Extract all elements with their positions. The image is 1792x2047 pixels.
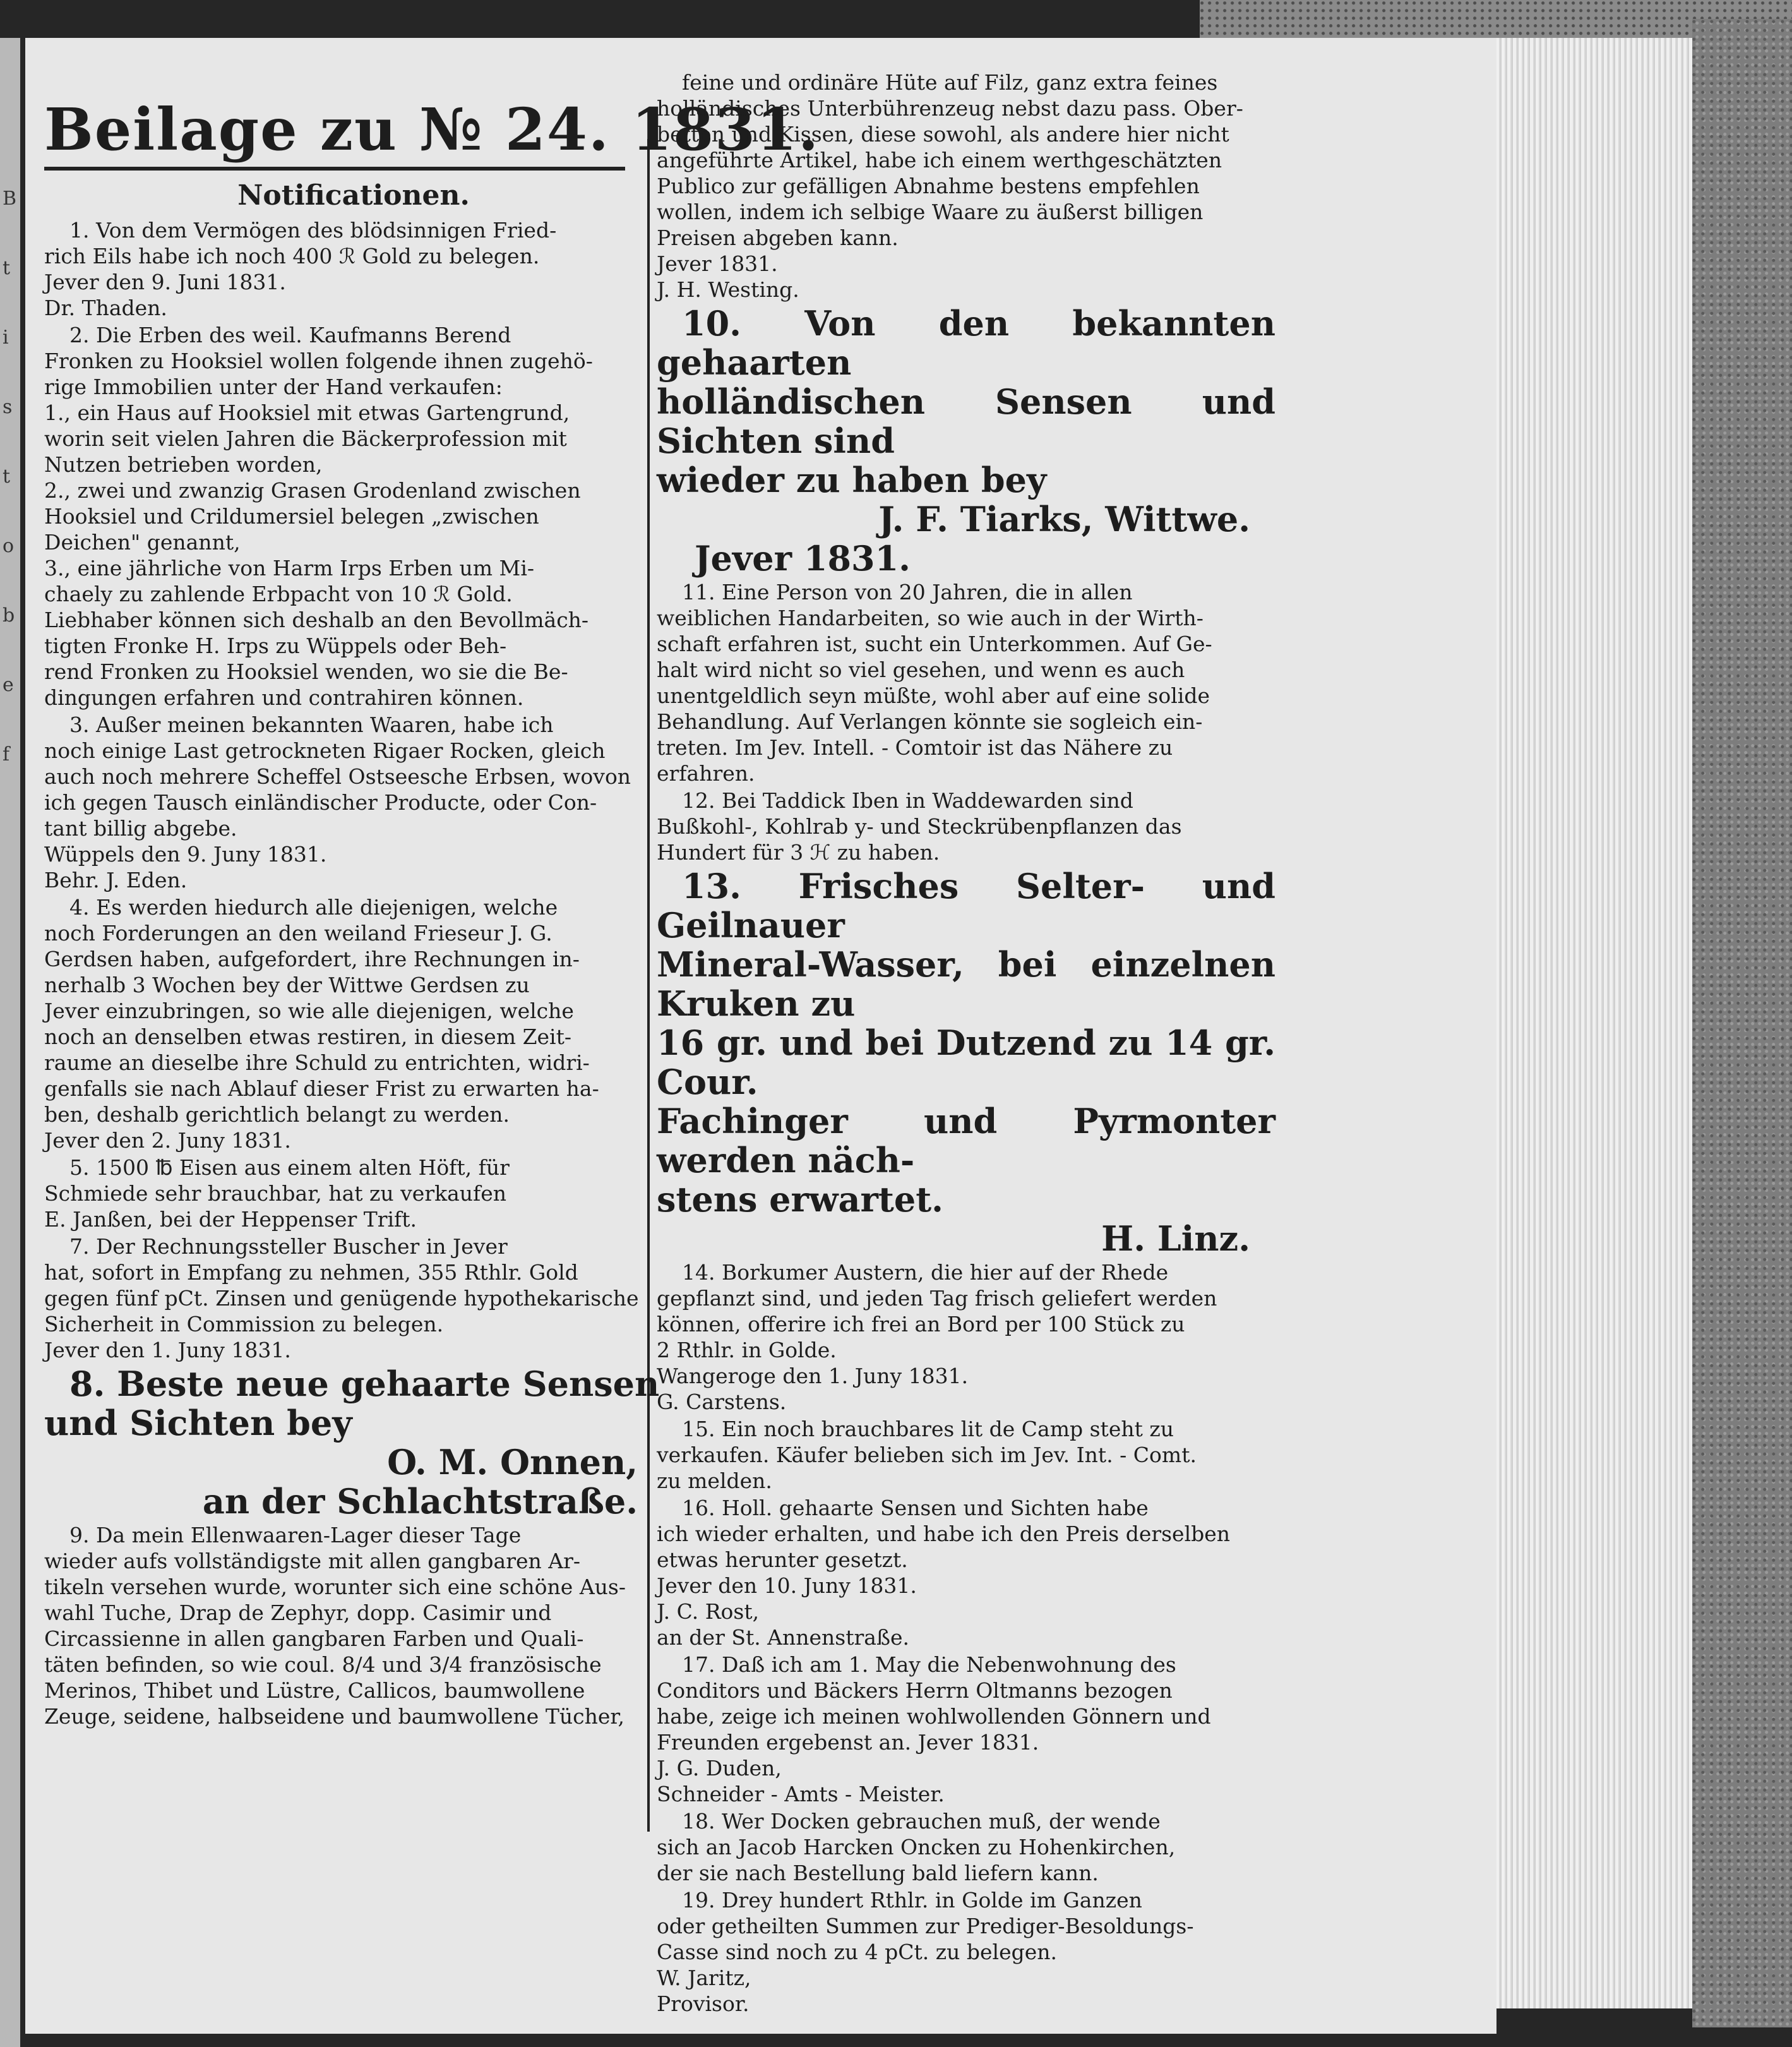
notice-line: angeführte Artikel, habe ich einem werthgeschätzten	[657, 148, 1222, 172]
notice-line: Dr. Thaden.	[44, 296, 167, 320]
notice-line: halt wird nicht so viel gesehen, und wenn es auch	[657, 657, 1185, 682]
page-stack-edge	[1478, 38, 1692, 2008]
notice-line: J. H. Westing.	[657, 277, 799, 302]
notice-line: genfalls sie nach Ablauf dieser Frist zu erwarten ha-	[44, 1076, 599, 1101]
notice-line: Hooksiel und Crildumersiel belegen „zwischen	[44, 504, 539, 529]
notice-line: 2. Die Erben des weil. Kaufmanns Berend	[69, 323, 511, 347]
notice-8-address: an der Schlachtstraße.	[202, 1481, 638, 1522]
notice-line: 15. Ein noch brauchbares lit de Camp steht zu	[682, 1417, 1174, 1441]
masthead-title: Beilage zu № 24. 1831.	[44, 95, 820, 164]
notice-line: gegen fünf pCt. Zinsen und genügende hypothekarische	[44, 1286, 639, 1311]
notice-8-line: 8. Beste neue gehaarte Sensen	[69, 1364, 660, 1404]
notice-17	[657, 1652, 1275, 1807]
notice-line: schaft erfahren ist, sucht ein Unterkommen. Auf Ge-	[657, 632, 1212, 656]
notice-line: Fronken zu Hooksiel wollen folgende ihnen zugehö-	[44, 349, 593, 373]
notice-line: Wangeroge den 1. Juny 1831.	[657, 1364, 969, 1388]
notice-3	[44, 712, 663, 893]
notice-line: noch Forderungen an den weiland Frieseur J. G.	[44, 921, 553, 945]
notice-line: worin seit vielen Jahren die Bäckerprofession mit	[44, 426, 567, 451]
notice-line: wieder aufs vollständigste mit allen gangbaren Ar-	[44, 1549, 581, 1573]
notice-19	[657, 1887, 1275, 2017]
notice-1	[44, 217, 663, 321]
notice-10-signature: J. F. Tiarks, Wittwe.	[878, 499, 1250, 539]
notice-line: Deichen" genannt,	[44, 530, 241, 555]
notice-line: dingungen erfahren und contrahiren können.	[44, 685, 524, 710]
notice-line: Nutzen betrieben worden,	[44, 452, 323, 477]
notice-line: rich Eils habe ich noch 400 ℛ Gold zu belegen.	[44, 244, 540, 268]
notice-line: Schmiede sehr brauchbar, hat zu verkaufen	[44, 1181, 507, 1206]
notice-line: Schneider - Amts - Meister.	[657, 1782, 945, 1806]
notice-13-line: Mineral-Wasser, bei einzelnen Kruken zu	[657, 944, 1275, 1024]
notice-line: J. G. Duden,	[657, 1756, 782, 1780]
notice-line: tikeln versehen wurde, worunter sich eine schöne Aus-	[44, 1575, 626, 1599]
notice-line: Preisen abgeben kann.	[657, 225, 899, 250]
notice-line: G. Carstens.	[657, 1390, 787, 1414]
right-notices-bottom	[657, 1259, 1275, 2017]
section-title: Notificationen.	[237, 179, 470, 212]
notice-line: habe, zeige ich meinen wohlwollenden Gönnern und	[657, 1704, 1211, 1729]
notice-line: 3. Außer meinen bekannten Waaren, habe ich	[69, 712, 554, 737]
notice-11	[657, 579, 1275, 786]
notice-line: sich an Jacob Harcken Oncken zu Hohenkirchen,	[657, 1835, 1176, 1859]
notice-line: Gerdsen haben, aufgefordert, ihre Rechnungen in-	[44, 947, 580, 971]
notice-line: Bußkohl-, Kohlrab y- und Steckrübenpflanzen das	[657, 814, 1182, 839]
notice-line: Freunden ergebenst an. Jever 1831.	[657, 1730, 1039, 1755]
notice-line: rend Fronken zu Hooksiel wenden, wo sie die Be-	[44, 659, 568, 684]
notice-line: 18. Wer Docken gebrauchen muß, der wende	[682, 1809, 1161, 1834]
notice-line: 7. Der Rechnungssteller Buscher in Jever	[69, 1234, 508, 1259]
notice-12	[657, 788, 1275, 865]
notice-line: weiblichen Handarbeiten, so wie auch in der Wirth-	[657, 606, 1204, 630]
notice-line: Jever den 1. Juny 1831.	[44, 1338, 291, 1362]
notice-line: wollen, indem ich selbige Waare zu äußerst billigen	[657, 200, 1204, 224]
notice-line: raume an dieselbe ihre Schuld zu entrichten, widri-	[44, 1050, 590, 1075]
notice-line: 19. Drey hundert Rthlr. in Golde im Ganzen	[682, 1888, 1142, 1912]
notice-line: gepflanzt sind, und jeden Tag frisch geliefert werden	[657, 1286, 1217, 1311]
notice-line: Merinos, Thibet und Lüstre, Callicos, baumwollene	[44, 1678, 585, 1703]
notice-10-line: wieder zu haben bey	[657, 460, 1047, 500]
notice-line: holländisches Unterbührenzeug nebst dazu pass. Ober-	[657, 96, 1243, 121]
notice-line: auch noch mehrere Scheffel Ostseesche Erbsen, wovon	[44, 764, 631, 789]
notice-2	[44, 322, 663, 711]
notice-line: hat, sofort in Empfang zu nehmen, 355 Rthlr. Gold	[44, 1260, 578, 1285]
notice-13-line: 16 gr. und bei Dutzend zu 14 gr. Cour.	[657, 1023, 1275, 1102]
notice-line: erfahren.	[657, 761, 755, 786]
notice-line: betten und Kissen, diese sowohl, als andere hier nicht	[657, 122, 1229, 147]
notice-line: 9. Da mein Ellenwaaren-Lager dieser Tage	[69, 1523, 522, 1547]
notice-line: Jever den 9. Juni 1831.	[44, 270, 286, 294]
notice-18	[657, 1808, 1275, 1886]
notice-line: Hundert für 3 ℋ zu haben.	[657, 840, 940, 865]
notice-line: 2., zwei und zwanzig Grasen Grodenland zwischen	[44, 478, 581, 503]
book-cover-edge	[1692, 19, 1792, 2027]
notice-line: Behandlung. Auf Verlangen könnte sie sogleich ein-	[657, 709, 1203, 734]
notice-line: etwas herunter gesetzt.	[657, 1547, 908, 1572]
notice-13-line: stens erwartet.	[657, 1179, 943, 1220]
notice-line: zu melden.	[657, 1468, 772, 1493]
notice-line: Jever einzubringen, so wie alle diejenigen, welche	[44, 999, 574, 1023]
notice-line: 4. Es werden hiedurch alle diejenigen, welche	[69, 895, 558, 920]
notice-line: unentgeldlich seyn müßte, wohl aber auf eine solide	[657, 683, 1210, 708]
notice-line: 1., ein Haus auf Hooksiel mit etwas Gartengrund,	[44, 400, 570, 425]
notice-5	[44, 1155, 663, 1232]
notice-line: 14. Borkumer Austern, die hier auf der Rhede	[682, 1260, 1169, 1285]
notice-line: täten befinden, so wie coul. 8/4 und 3/4 französische	[44, 1652, 602, 1677]
notice-line: 1. Von dem Vermögen des blödsinnigen Fried-	[69, 218, 557, 243]
notice-13-line: 13. Frisches Selter- und Geilnauer	[657, 866, 1275, 945]
notice-line: oder getheilten Summen zur Prediger-Besoldungs-	[657, 1914, 1194, 1938]
notice-line: ich wieder erhalten, und habe ich den Preis derselben	[657, 1522, 1231, 1546]
notice-line: ich gegen Tausch einländischer Producte, oder Con-	[44, 790, 597, 815]
notice-line: Circassienne in allen gangbaren Farben und Quali-	[44, 1626, 584, 1651]
notice-line: tant billig abgebe.	[44, 816, 237, 841]
notice-line: verkaufen. Käufer belieben sich im Jev. Int. - Comt.	[657, 1443, 1197, 1467]
notice-10	[657, 304, 1275, 578]
notice-10-line: 10. Von den bekannten gehaarten	[657, 303, 1275, 383]
notice-14	[657, 1259, 1275, 1415]
notice-10-date: Jever 1831.	[695, 538, 911, 579]
notice-line: Casse sind noch zu 4 pCt. zu belegen.	[657, 1940, 1058, 1964]
notice-8	[44, 1364, 663, 1521]
notice-15	[657, 1416, 1275, 1494]
notice-8-line: und Sichten bey	[44, 1403, 352, 1443]
notice-16	[657, 1495, 1275, 1650]
notice-line: 5. 1500 ℔ Eisen aus einem alten Höft, für	[69, 1155, 510, 1180]
notice-line: Publico zur gefälligen Abnahme bestens empfehlen	[657, 174, 1200, 198]
notice-9-continued	[657, 69, 1275, 303]
notice-line: J. C. Rost,	[657, 1599, 760, 1624]
notice-line: rige Immobilien unter der Hand verkaufen:	[44, 375, 503, 399]
notice-line: Jever 1831.	[657, 251, 778, 276]
notice-line: 2 Rthlr. in Golde.	[657, 1338, 837, 1362]
notice-4	[44, 894, 663, 1153]
notice-line: noch einige Last getrockneten Rigaer Rocken, gleich	[44, 738, 606, 763]
notice-line: 11. Eine Person von 20 Jahren, die in allen	[682, 580, 1133, 604]
notice-13-line: Fachinger und Pyrmonter werden näch-	[657, 1101, 1275, 1180]
notice-13	[657, 867, 1275, 1258]
notice-line: ben, deshalb gerichtlich belangt zu werden.	[44, 1102, 510, 1127]
notice-line: Jever den 10. Juny 1831.	[657, 1573, 917, 1598]
notice-line: wahl Tuche, Drap de Zephyr, dopp. Casimir und	[44, 1600, 552, 1625]
notice-line: Conditors und Bäckers Herrn Oltmanns bezogen	[657, 1678, 1173, 1703]
notice-8-signature: O. M. Onnen,	[387, 1442, 638, 1482]
notice-line: nerhalb 3 Wochen bey der Wittwe Gerdsen zu	[44, 973, 530, 997]
right-column	[657, 69, 1275, 2018]
notice-10-line: holländischen Sensen und Sichten sind	[657, 381, 1275, 461]
notice-7	[44, 1234, 663, 1363]
notice-line: E. Janßen, bei der Heppenser Trift.	[44, 1207, 417, 1232]
notice-line: chaely zu zahlende Erbpacht von 10 ℛ Gold.	[44, 582, 513, 606]
previous-page-strip	[0, 38, 20, 2047]
masthead-rule	[44, 167, 625, 171]
notice-line: 16. Holl. gehaarte Sensen und Sichten habe	[682, 1496, 1149, 1520]
notice-line: noch an denselben etwas restiren, in diesem Zeit-	[44, 1024, 571, 1049]
right-notices-mid	[657, 579, 1275, 865]
notice-line: Behr. J. Eden.	[44, 868, 188, 892]
notice-line: an der St. Annenstraße.	[657, 1625, 910, 1650]
notice-9	[44, 1522, 663, 1729]
notice-line: können, offerire ich frei an Bord per 100 Stück zu	[657, 1312, 1185, 1336]
notice-line: feine und ordinäre Hüte auf Filz, ganz extra feines	[682, 70, 1218, 95]
notice-line: 12. Bei Taddick Iben in Waddewarden sind	[682, 788, 1133, 813]
previous-page-fragment: Bt is to b e f	[3, 188, 21, 765]
notice-line: der sie nach Bestellung bald liefern kann.	[657, 1861, 1099, 1885]
notice-line: Zeuge, seidene, halbseidene und baumwollene Tücher,	[44, 1704, 624, 1729]
notice-line: 17. Daß ich am 1. May die Nebenwohnung des	[682, 1652, 1176, 1677]
notice-line: tigten Fronke H. Irps zu Wüppels oder Beh-	[44, 633, 507, 658]
notice-line: Liebhaber können sich deshalb an den Bevollmäch-	[44, 608, 589, 632]
notice-line: Provisor.	[657, 1991, 750, 2016]
notice-line: Jever den 2. Juny 1831.	[44, 1128, 291, 1153]
notice-13-signature: H. Linz.	[1101, 1218, 1250, 1259]
notice-line: W. Jaritz,	[657, 1966, 751, 1990]
notice-line: 3., eine jährliche von Harm Irps Erben um Mi-	[44, 556, 535, 580]
left-notices	[44, 217, 663, 1363]
notice-line: Sicherheit in Commission zu belegen.	[44, 1312, 444, 1336]
notice-line: Wüppels den 9. Juny 1831.	[44, 842, 327, 867]
notice-line: treten. Im Jev. Intell. - Comtoir ist das Nähere zu	[657, 735, 1173, 760]
